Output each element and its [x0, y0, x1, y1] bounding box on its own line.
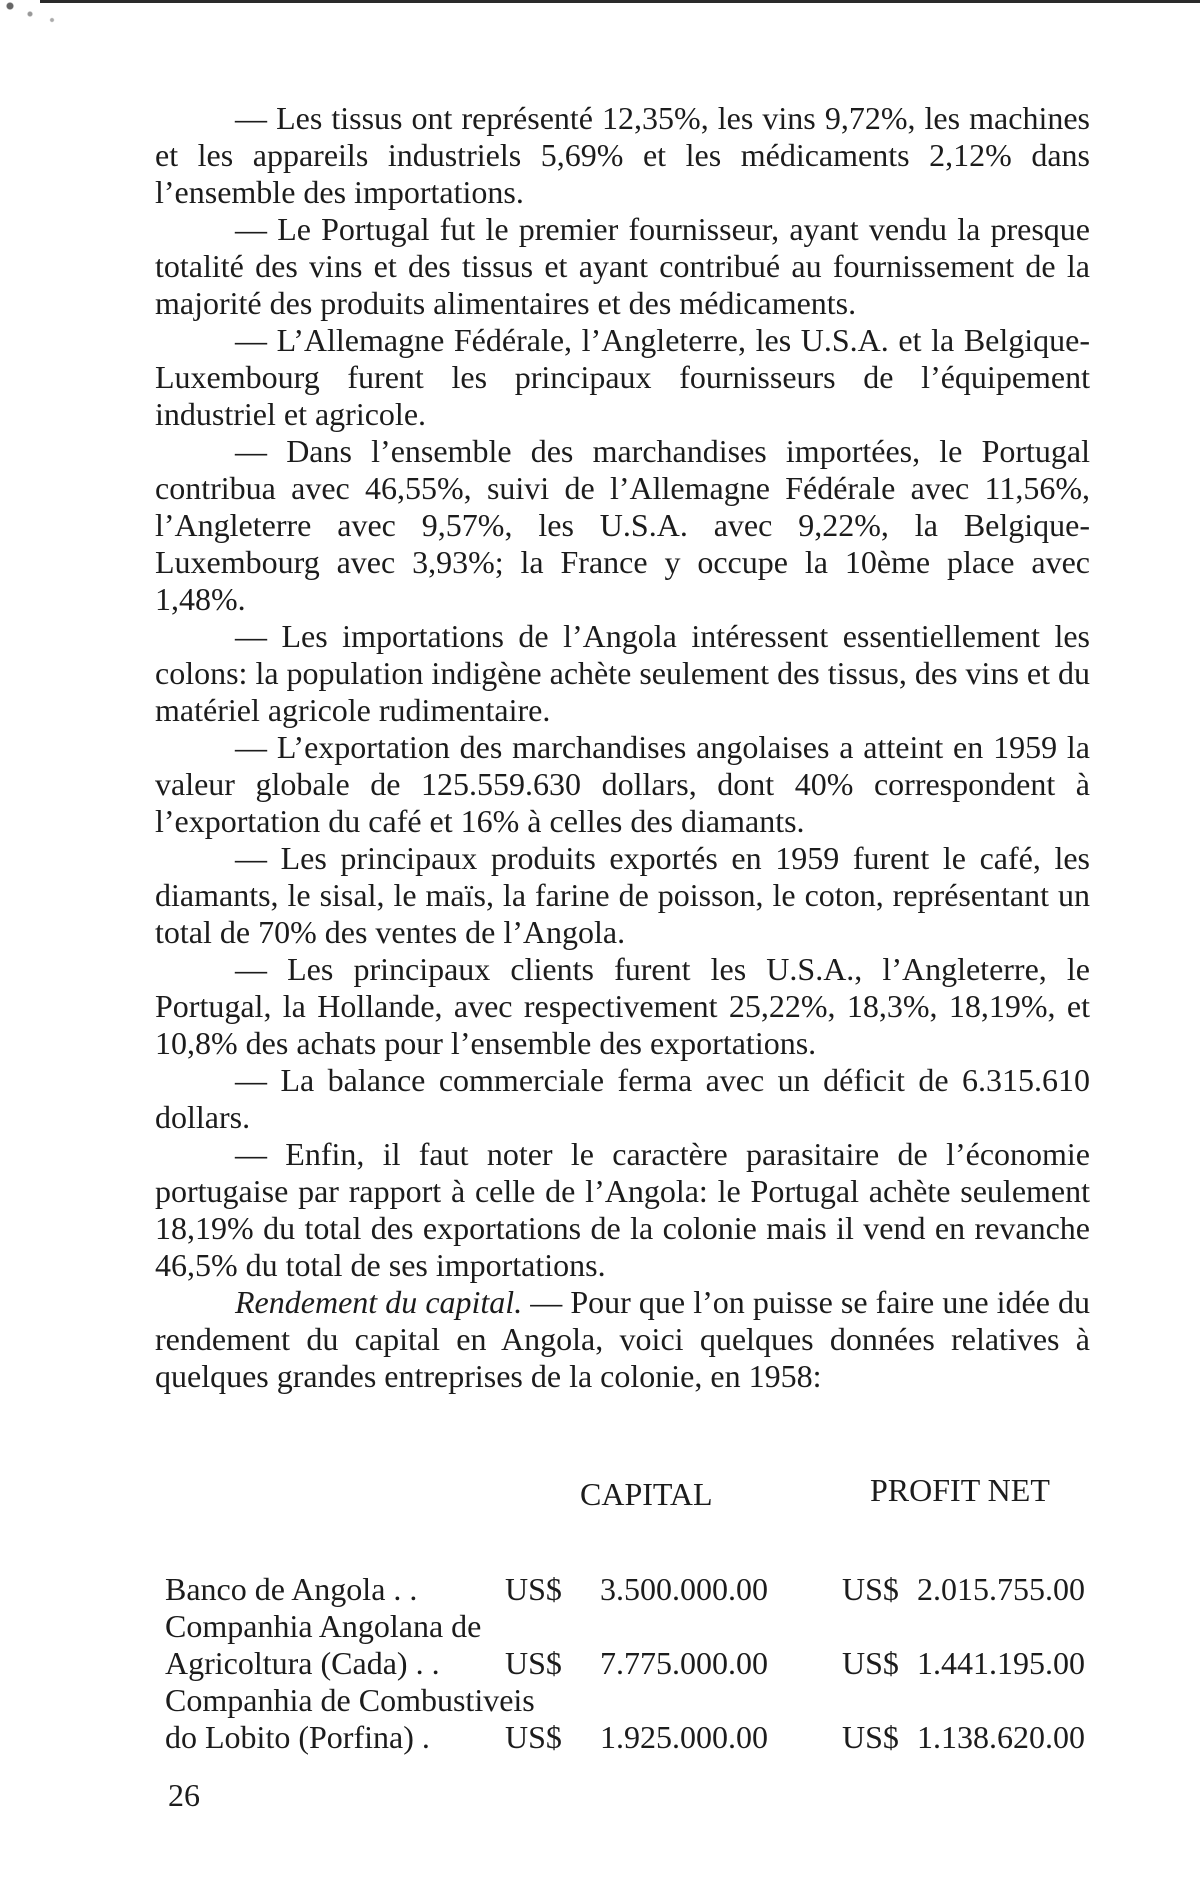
capital-value: 7.775.000.00 [600, 1645, 768, 1681]
paragraph: — Les principaux produits exportés en 1959 furent le café, les diamants, le sisal, le maïs, la farine de poisson, le coton, représentant un total de 70% des ventes de l’Angola. [155, 840, 1090, 950]
section-text: — Pour que l’on puisse se faire une idée du rendement du capital en Angola, voici quelques données relatives à quelques grandes entreprises de la colonie, en 1958: [155, 1284, 1091, 1394]
capital-column-header: CAPITAL [580, 1476, 713, 1512]
paragraph: — Les importations de l’Angola intéressent essentiellement les colons: la population indigène achète seulement des tissus, des vins et du matériel agricole rudimentaire. [155, 618, 1090, 728]
table-row [165, 1682, 1115, 1756]
paragraph: — Les principaux clients furent les U.S.A., l’Angleterre, le Portugal, la Hollande, avec respectivement 25,22%, 18,3%, 18,19%, et 10,8% des achats pour l’ensemble des exportations. [155, 951, 1090, 1061]
paragraph: — Le Portugal fut le premier fournisseur, ayant vendu la presque totalité des vins et des tissus et ayant contribué au fournissement de la majorité des produits alimentaires et des médicaments. [155, 211, 1090, 321]
company-name: Companhia Angolana de Agricoltura (Cada) . . [165, 1608, 482, 1681]
page-number: 26 [168, 1777, 200, 1813]
profit-currency: US$ [842, 1571, 899, 1607]
capital-currency: US$ [505, 1645, 562, 1681]
company-name: Banco de Angola . . [165, 1571, 418, 1607]
paragraph: — L’exportation des marchandises angolaises a atteint en 1959 la valeur globale de 125.559.630 dollars, dont 40% correspondent à l’exportation du café et 16% à celles des diamants. [155, 729, 1090, 839]
paragraph: — L’Allemagne Fédérale, l’Angleterre, les U.S.A. et la Belgique-Luxembourg furent les principaux fournisseurs de l’équipement industriel et agricole. [155, 322, 1090, 432]
profit-currency: US$ [842, 1719, 899, 1755]
paragraph: — Enfin, il faut noter le caractère parasitaire de l’économie portugaise par rapport à celle de l’Angola: le Portugal achète seulement 18,19% du total des exportations de la colonie mais il vend en revanche 46,5% du total de ses importations. [155, 1136, 1090, 1283]
paragraph: — Dans l’ensemble des marchandises importées, le Portugal contribua avec 46,55%, suivi de l’Allemagne Fédérale avec 11,56%, l’Angleterre avec 9,57%, les U.S.A. avec 9,22%, la Belgique-Luxembourg avec 3,93%; la France y occupe la 10ème place avec 1,48%. [155, 433, 1090, 617]
body-text [155, 100, 1090, 1395]
scan-speck [0, 0, 70, 30]
table-row [165, 1568, 1115, 1608]
capital-currency: US$ [505, 1719, 562, 1755]
table-row [165, 1608, 1115, 1682]
profit-value: 2.015.755.00 [917, 1571, 1085, 1607]
paragraph: — La balance commerciale ferma avec un déficit de 6.315.610 dollars. [155, 1062, 1090, 1135]
profit-value: 1.138.620.00 [917, 1719, 1085, 1755]
profit-currency: US$ [842, 1645, 899, 1681]
profit-column-header: PROFIT NET [870, 1472, 1050, 1508]
capital-currency: US$ [505, 1571, 562, 1607]
company-name: Companhia de Combustiveis do Lobito (Porfina) . [165, 1682, 535, 1755]
capital-value: 1.925.000.00 [600, 1719, 768, 1755]
paragraph: — Les tissus ont représenté 12,35%, les vins 9,72%, les machines et les appareils industriels 5,69% et les médicaments 2,12% dans l’ensemble des importations. [155, 100, 1090, 210]
profit-value: 1.441.195.00 [917, 1645, 1085, 1681]
section-lead: Rendement du capital. [235, 1284, 523, 1320]
top-edge-rule [40, 0, 1200, 3]
capital-value: 3.500.000.00 [600, 1571, 768, 1607]
table-header [165, 1472, 1115, 1536]
capital-table [165, 1472, 1115, 1756]
capital-paragraph [155, 1284, 1090, 1395]
